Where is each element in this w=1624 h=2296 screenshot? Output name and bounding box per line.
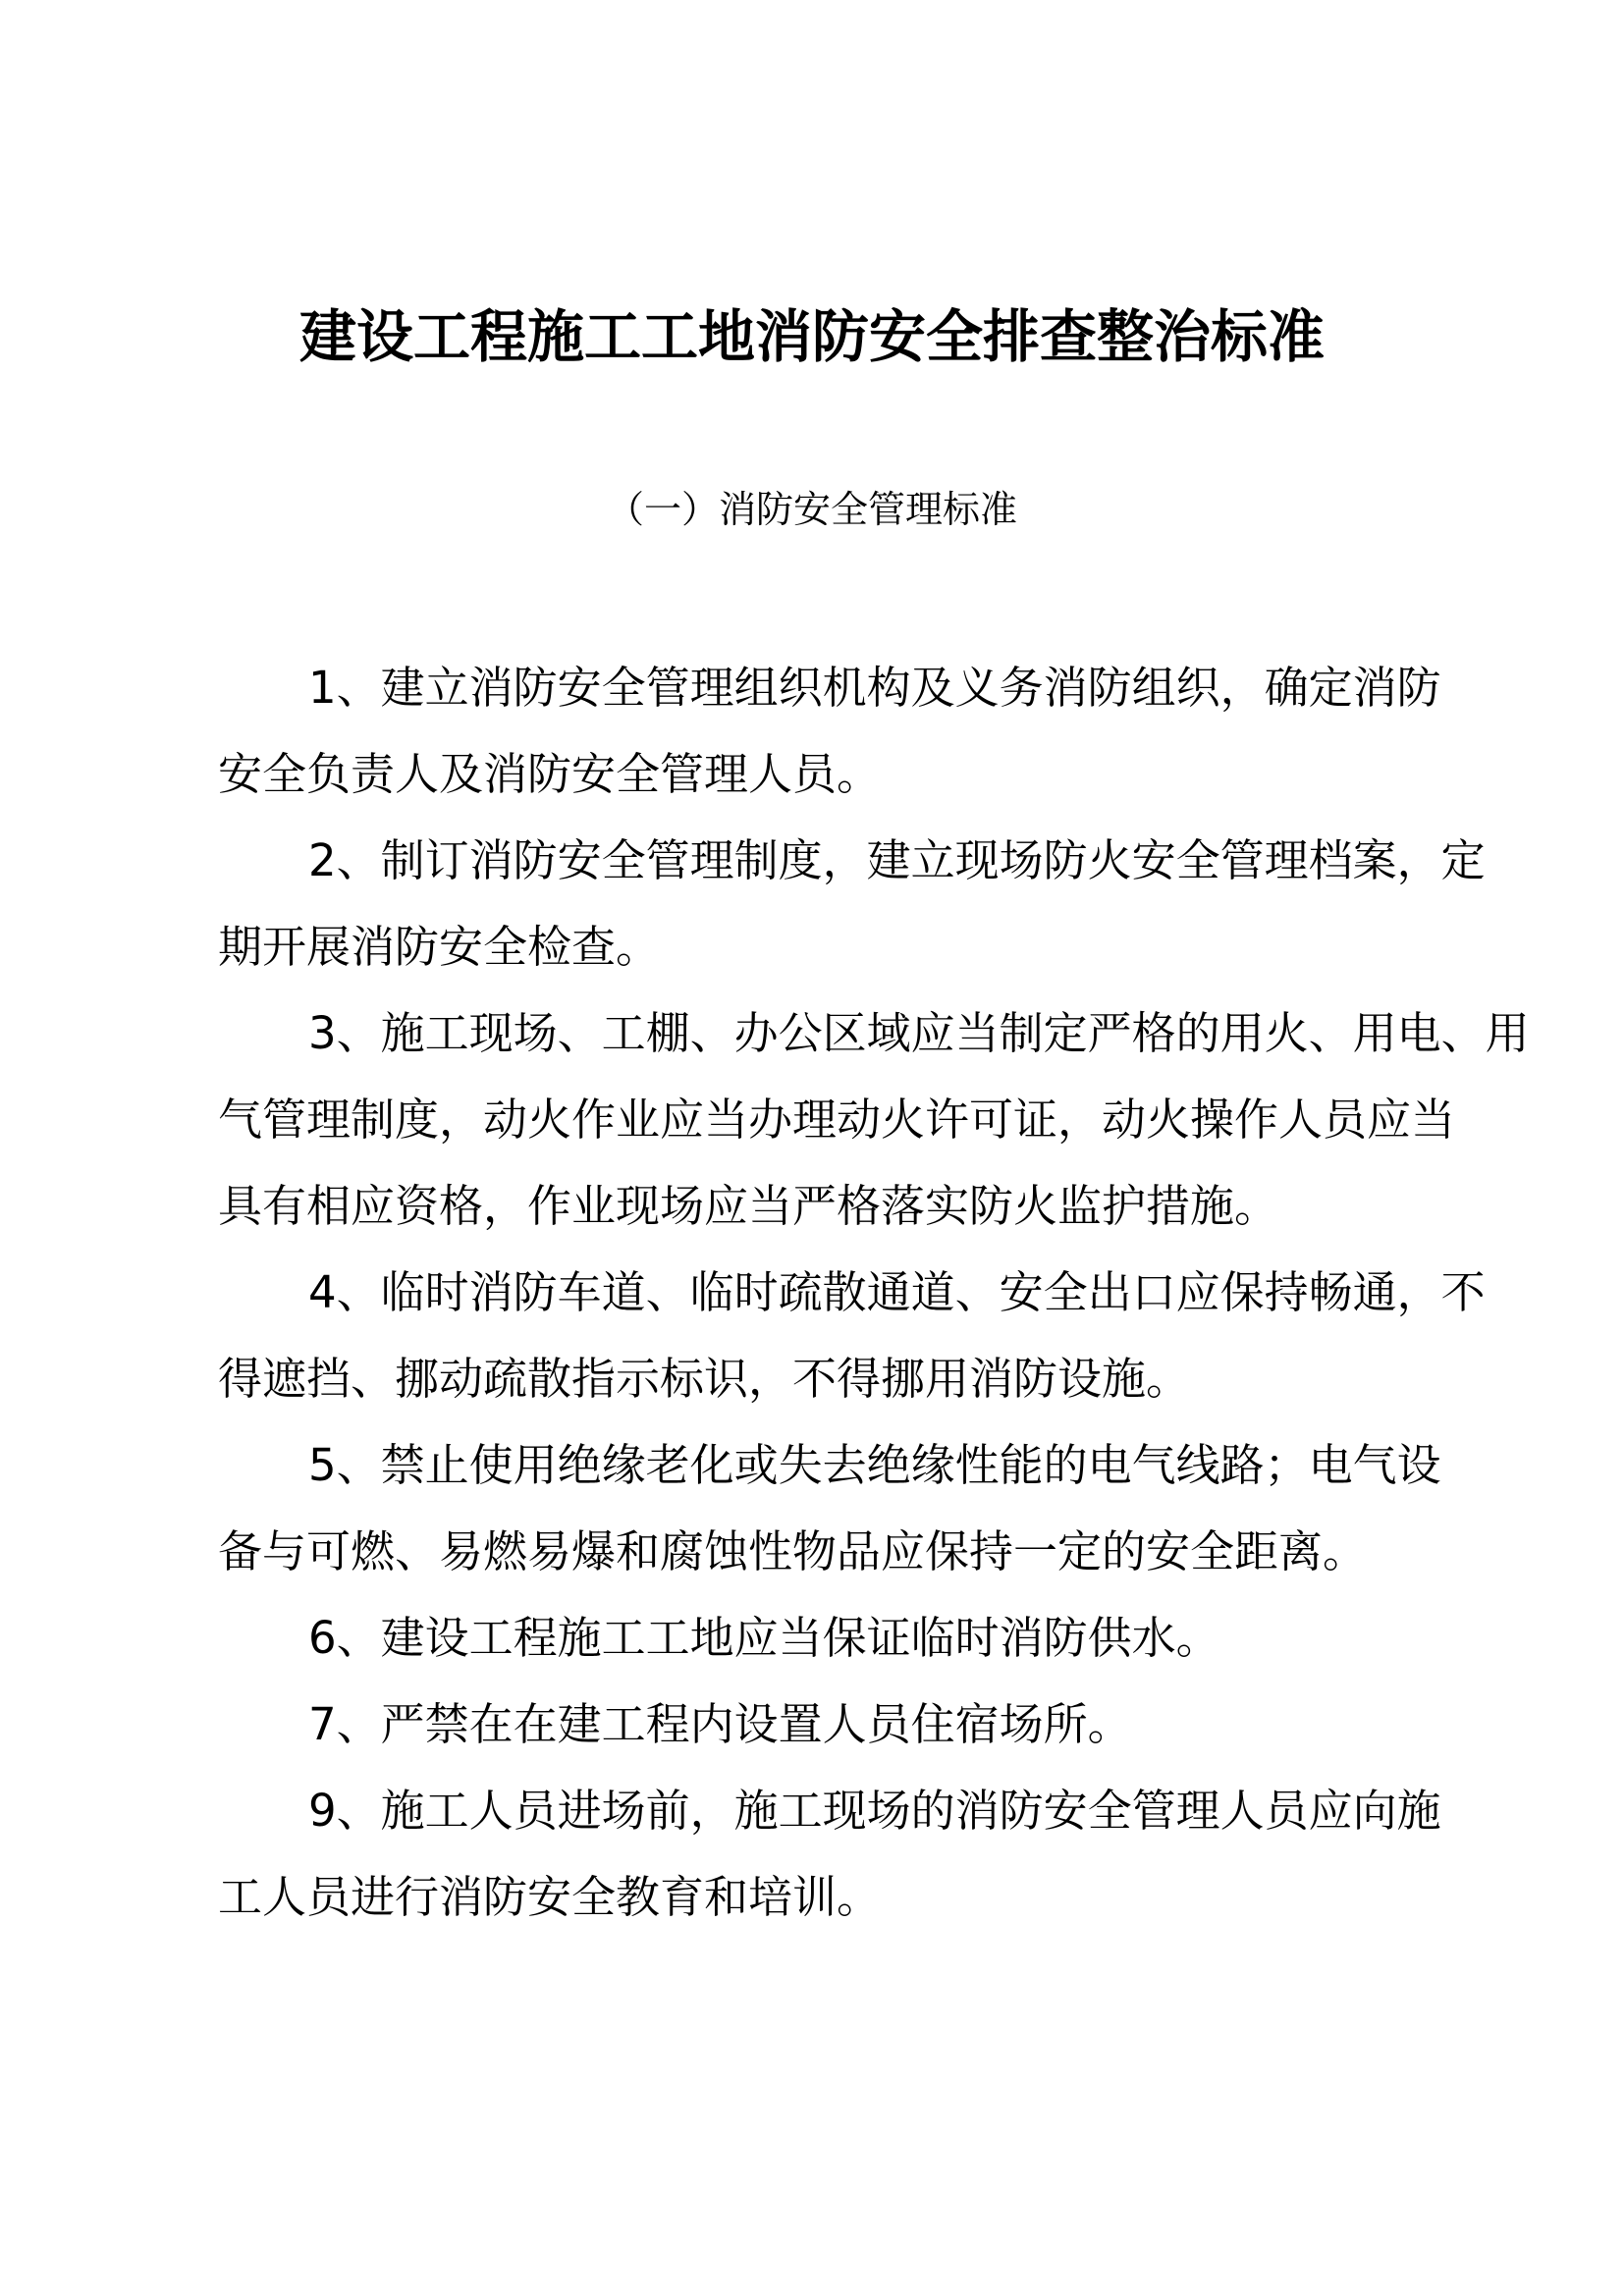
paragraph-line: 2、制订消防安全管理制度，建立现场防火安全管理档案，定 bbox=[308, 834, 1486, 886]
paragraph-item-1 bbox=[218, 645, 1441, 818]
paragraph-item-7 bbox=[218, 1682, 1433, 1768]
paragraph-item-5 bbox=[218, 1422, 1441, 1595]
paragraph-item-8 bbox=[218, 1768, 1441, 1941]
paragraph-item-4 bbox=[218, 1250, 1486, 1422]
document-body bbox=[218, 645, 1530, 1941]
paragraph-line: 具有相应资格，作业现场应当严格落实防火监护措施。 bbox=[218, 1180, 1279, 1232]
paragraph-line: 备与可燃、易燃易爆和腐蚀性物品应保持一定的安全距离。 bbox=[218, 1525, 1368, 1577]
section-heading: （一）消防安全管理标准 bbox=[606, 488, 1017, 531]
paragraph-line: 安全负责人及消防安全管理人员。 bbox=[218, 748, 882, 800]
paragraph-line: 工人员进行消防安全教育和培训。 bbox=[218, 1871, 882, 1923]
paragraph-line: 5、禁止使用绝缘老化或失去绝缘性能的电气线路；电气设 bbox=[308, 1439, 1441, 1491]
paragraph-line: 9、施工人员进场前，施工现场的消防安全管理人员应向施 bbox=[308, 1785, 1441, 1837]
paragraph-line: 得遮挡、挪动疏散指示标识，不得挪用消防设施。 bbox=[218, 1353, 1191, 1405]
paragraph-line: 7、严禁在在建工程内设置人员住宿场所。 bbox=[308, 1698, 1132, 1750]
document-title: 建设工程施工工地消防安全排查整治标准 bbox=[298, 303, 1325, 370]
paragraph-item-6 bbox=[218, 1595, 1433, 1682]
paragraph-line: 1、建立消防安全管理组织机构及义务消防组织，确定消防 bbox=[308, 662, 1441, 714]
paragraph-item-2 bbox=[218, 818, 1486, 990]
paragraph-item-3 bbox=[218, 990, 1530, 1250]
paragraph-line: 6、建设工程施工工地应当保证临时消防供水。 bbox=[308, 1612, 1220, 1664]
paragraph-line: 4、临时消防车道、临时疏散通道、安全出口应保持畅通，不 bbox=[308, 1266, 1486, 1318]
paragraph-line: 期开展消防安全检查。 bbox=[218, 921, 661, 973]
paragraph-line: 3、施工现场、工棚、办公区域应当制定严格的用火、用电、用 bbox=[308, 1007, 1530, 1059]
paragraph-line: 气管理制度，动火作业应当办理动火许可证，动火操作人员应当 bbox=[218, 1094, 1456, 1146]
